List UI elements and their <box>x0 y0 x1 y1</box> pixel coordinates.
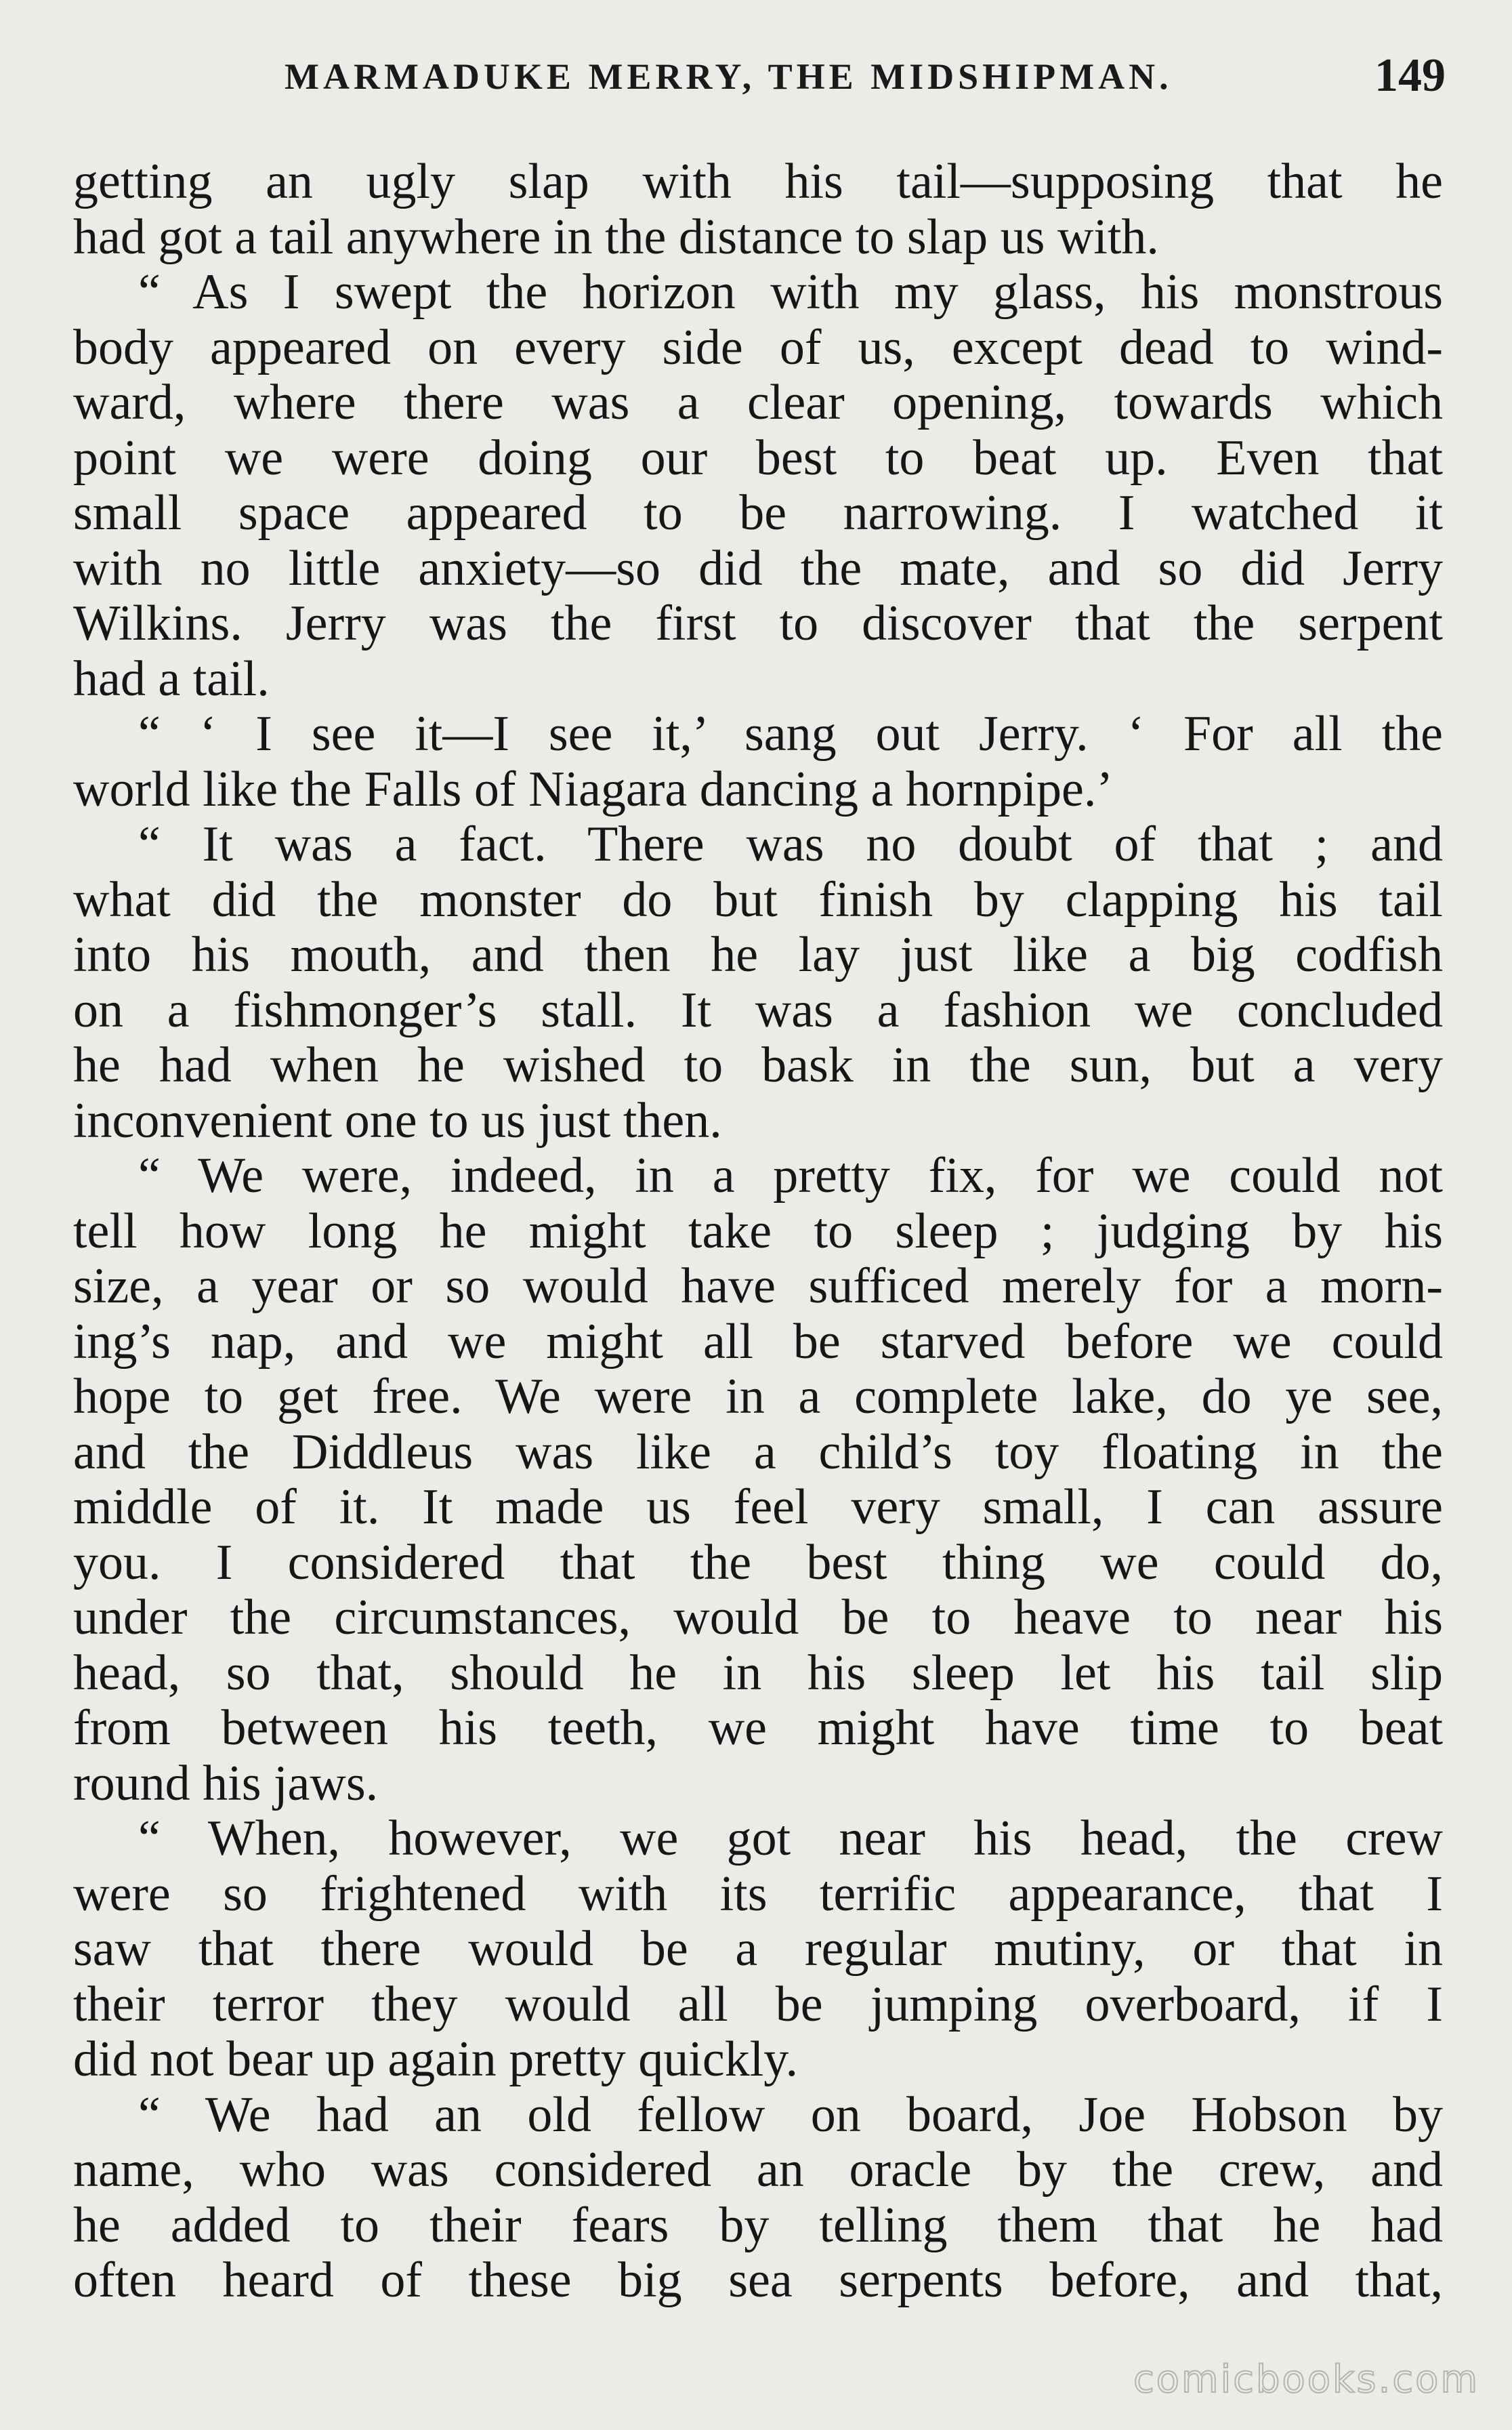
text-line: inconvenient one to us just then. <box>73 1092 722 1149</box>
text-line: ward, where there was a clear opening, towards which <box>73 375 1443 430</box>
text-line: from between his teeth, we might have time to beat <box>73 1700 1443 1756</box>
text-line: head, so that, should he in his sleep let his tail slip <box>73 1645 1443 1701</box>
text-line: body appeared on every side of us, except dead to wind- <box>73 319 1443 375</box>
text-line: round his jaws. <box>73 1755 379 1811</box>
text-line: what did the monster do but finish by clapping his tail <box>73 871 1443 928</box>
text-line: middle of it. It made us feel very small, I can assure <box>73 1479 1443 1535</box>
text-line: often heard of these big sea serpents before, and that, <box>73 2252 1443 2308</box>
text-line: did not bear up again pretty quickly. <box>73 2032 798 2087</box>
text-line: and the Diddleus was like a child’s toy floating in the <box>73 1424 1443 1480</box>
page-number: 149 <box>1374 49 1446 102</box>
running-head-title: MARMADUKE MERRY, THE MIDSHIPMAN. <box>285 56 1173 97</box>
text-line: “ We had an old fellow on board, Joe Hobson by <box>138 2086 1443 2143</box>
text-line: size, a year or so would have sufficed merely for a morn- <box>73 1258 1443 1314</box>
text-line: on a fishmonger’s stall. It was a fashion we concluded <box>73 982 1443 1038</box>
text-line: “ We were, indeed, in a pretty fix, for we could not <box>138 1148 1443 1203</box>
text-line: name, who was considered an oracle by the crew, and <box>73 2142 1443 2198</box>
text-line: under the circumstances, would be to heave to near his <box>73 1590 1443 1645</box>
text-line: “ As I swept the horizon with my glass, his monstrous <box>138 264 1443 320</box>
text-line: saw that there would be a regular mutiny, or that in <box>73 1921 1443 1977</box>
text-line: ing’s nap, and we might all be starved before we could <box>73 1313 1443 1370</box>
text-line: with no little anxiety—so did the mate, and so did Jerry <box>73 540 1443 596</box>
watermark-logo: comicbooks.com <box>1133 2357 1479 2402</box>
text-line: tell how long he might take to sleep ; judging by his <box>73 1203 1443 1259</box>
text-line: he had when he wished to bask in the sun, but a very <box>73 1037 1443 1093</box>
text-line: he added to their fears by telling them that he had <box>73 2197 1443 2253</box>
text-line: point we were doing our best to beat up. Even that <box>73 430 1443 486</box>
text-line: small space appeared to be narrowing. I watched it <box>73 485 1443 541</box>
text-line: Wilkins. Jerry was the first to discover that the serpent <box>73 596 1443 651</box>
text-line: you. I considered that the best thing we could do, <box>73 1534 1443 1590</box>
text-line: had a tail. <box>73 651 270 707</box>
text-line: into his mouth, and then he lay just like a big codfish <box>73 927 1443 983</box>
body-text <box>73 155 1443 2309</box>
text-line: had got a tail anywhere in the distance to slap us with. <box>73 209 1159 265</box>
text-line: getting an ugly slap with his tail—supposing that he <box>73 154 1443 209</box>
text-line: their terror they would all be jumping overboard, if I <box>73 1976 1443 2032</box>
text-line: “ It was a fact. There was no doubt of that ; and <box>138 817 1443 872</box>
text-line: “ When, however, we got near his head, the crew <box>138 1811 1443 1866</box>
text-line: were so frightened with its terrific appearance, that I <box>73 1866 1443 1922</box>
text-line: world like the Falls of Niagara dancing a hornpipe.’ <box>73 761 1114 817</box>
text-line: “ ‘ I see it—I see it,’ sang out Jerry. ‘ For all the <box>138 706 1443 762</box>
text-line: hope to get free. We were in a complete lake, do ye see, <box>73 1369 1443 1424</box>
